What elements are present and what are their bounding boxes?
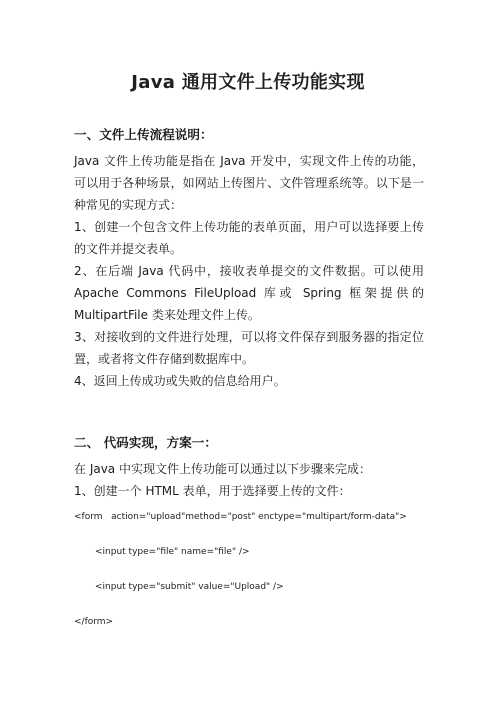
step-2-paragraph: 2、在后端 Java 代码中，接收表单提交的文件数据。可以使用 Apache Commons FileUpload 库或 Spring 框架提供的 MultipartFile 类来处理文件上传。 — [74, 264, 424, 322]
code-line-submit-input: <input type="submit" value="Upload" /> — [95, 582, 284, 592]
step-1-paragraph: 1、创建一个包含文件上传功能的表单页面，用户可以选择要上传的文件并提交表单。 — [74, 220, 424, 256]
step-4-paragraph: 4、返回上传成功或失败的信息给用户。 — [74, 374, 286, 388]
step-3-paragraph: 3、对接收到的文件进行处理，可以将文件保存到服务器的指定位置，或者将文件存储到数据库中。 — [74, 330, 424, 366]
page-title: Java 通用文件上传功能实现 — [131, 72, 365, 93]
section-1-intro: Java 文件上传功能是指在 Java 开发中，实现文件上传的功能，可以用于各种场景，如网站上传图片、文件管理系统等。以下是一种常见的实现方式： — [74, 154, 424, 212]
section-2-intro: 在 Java 中实现文件上传功能可以通过以下步骤来完成： — [74, 462, 371, 476]
section-2-step-1: 1、创建一个 HTML 表单，用于选择要上传的文件： — [74, 484, 351, 498]
code-line-file-input: <input type="file" name="file" /> — [95, 547, 250, 557]
code-line-form-open: <form action="upload"method="post" enctype="multipart/form-data"> — [74, 512, 407, 522]
section-1-heading: 一、文件上传流程说明： — [74, 127, 213, 142]
section-2-heading: 二、 代码实现，方案一： — [74, 435, 217, 450]
code-line-form-close: </form> — [74, 617, 114, 627]
